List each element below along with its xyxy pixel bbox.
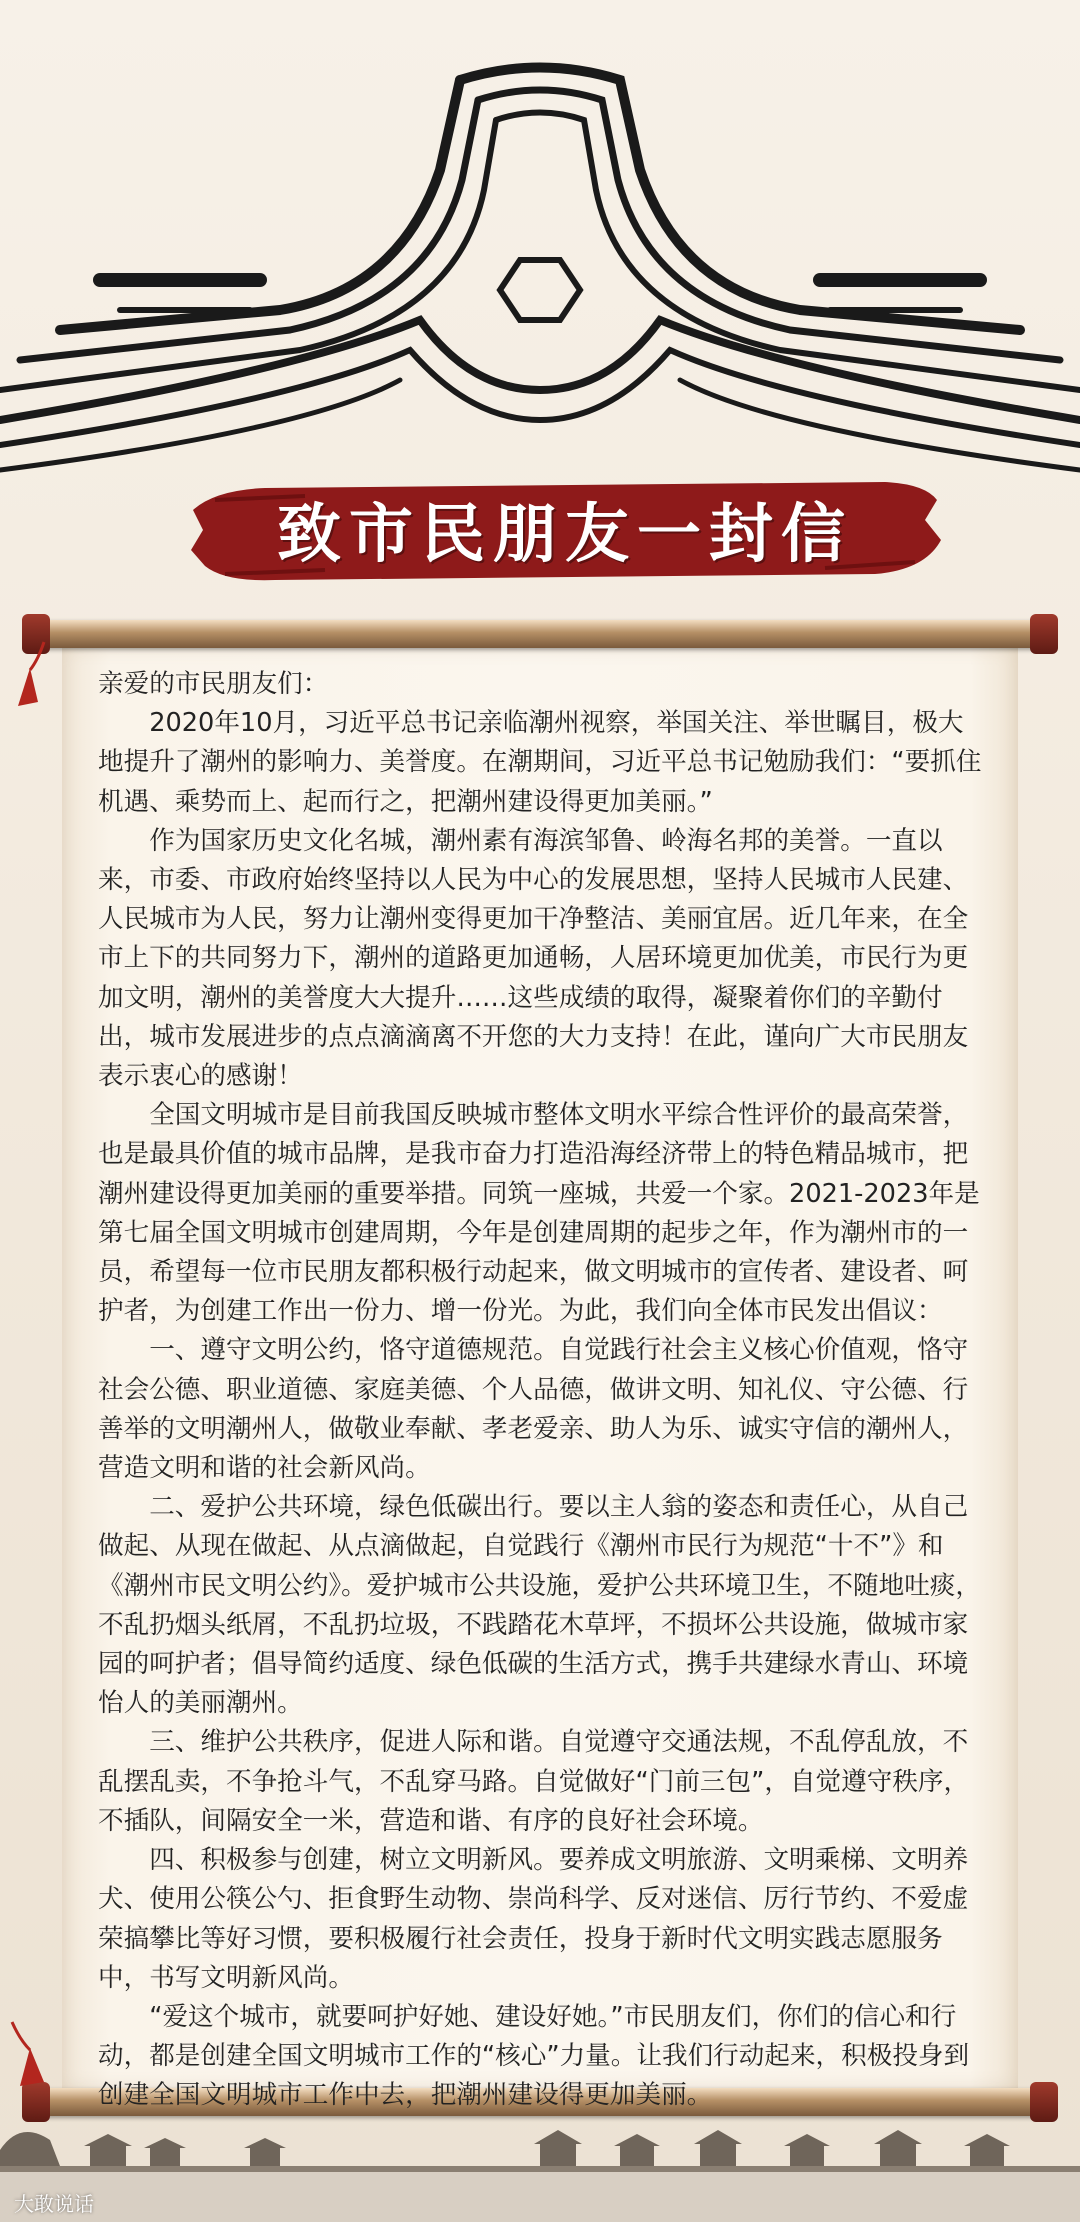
letter-paragraph: 四、积极参与创建，树立文明新风。要养成文明旅游、文明乘梯、文明养犬、使用公筷公勺、拒食野生动物、崇尚科学、反对迷信、厉行节约、不爱虚荣搞攀比等好习惯，要积极履行社会责任，投身于新时代文明实践志愿服务中，书写文明新风尚。	[98, 1845, 969, 1993]
title-banner	[185, 470, 945, 588]
letter-title: 致市民朋友一封信	[277, 497, 853, 572]
scroll-rod-top	[28, 620, 1052, 648]
letter-paragraph: 二、爱护公共环境，绿色低碳出行。要以主人翁的姿态和责任心，从自己做起、从现在做起、从点滴做起，自觉践行《潮州市民行为规范“十不”》和《潮州市民文明公约》。爱护城市公共设施，爱护公共环境卫生，不随地吐痰，不乱扔烟头纸屑，不乱扔垃圾，不践踏花木草坪，不损坏公共设施，做城市家园的呵护者；倡导简约适度、绿色低碳的生活方式，携手共建绿水青山、环境怡人的美丽潮州。	[98, 1492, 981, 1719]
letter-salutation: 亲爱的市民朋友们：	[98, 669, 329, 699]
letter-body	[98, 665, 988, 2116]
rod-cap-right	[1030, 614, 1058, 654]
letter-paragraph: 一、遵守文明公约，恪守道德规范。自觉践行社会主义核心价值观，恪守社会公德、职业道德、家庭美德、个人品德，做讲文明、知礼仪、守公德、行善举的文明潮州人，做敬业奉献、孝老爱亲、助人为乐、诚实守信的潮州人，营造文明和谐的社会新风尚。	[98, 1335, 969, 1484]
bridge-scenery	[0, 2110, 1080, 2222]
letter-paragraph: 2020年10月，习近平总书记亲临潮州视察，举国关注、举世瞩目，极大地提升了潮州的影响力、美誉度。在潮期间，习近平总书记勉励我们：“要抓住机遇、乘势而上、起而行之，把潮州建设得更加美丽。”	[98, 708, 982, 817]
tassel-icon	[10, 2020, 50, 2090]
roof-illustration	[0, 60, 1080, 520]
letter-paragraph: 作为国家历史文化名城，潮州素有海滨邹鲁、岭海名邦的美誉。一直以来，市委、市政府始终坚持以人民为中心的发展思想，坚持人民城市人民建、人民城市为人民，努力让潮州变得更加干净整洁、美丽宜居。近几年来，在全市上下的共同努力下，潮州的道路更加通畅，人居环境更加优美，市民行为更加文明，潮州的美誉度大大提升……这些成绩的取得，凝聚着你们的辛勤付出，城市发展进步的点点滴滴离不开您的大力支持！在此，谨向广大市民朋友表示衷心的感谢！	[98, 825, 969, 1092]
letter-paragraph: 全国文明城市是目前我国反映城市整体文明水平综合性评价的最高荣誉，也是最具价值的城市品牌，是我市奋力打造沿海经济带上的特色精品城市，把潮州建设得更加美丽的重要举措。同筑一座城，共爱一个家。2021-2023年是第七届全国文明城市创建周期，今年是创建周期的起步之年，作为潮州市的一员，希望每一位市民朋友都积极行动起来，做文明城市的宣传者、建设者、呵护者，为创建工作出一份力、增一份光。为此，我们向全体市民发出倡议：	[98, 1100, 980, 1327]
watermark: 大敢说话	[14, 2192, 94, 2216]
letter-paragraph: 三、维护公共秩序，促进人际和谐。自觉遵守交通法规，不乱停乱放，不乱摆乱卖，不争抢斗气，不乱穿马路。自觉做好“门前三包”，自觉遵守秩序，不插队，间隔安全一米，营造和谐、有序的良好社会环境。	[98, 1727, 970, 1836]
tassel-icon	[10, 640, 50, 710]
letter-paragraph: “爱这个城市，就要呵护好她、建设好她。”市民朋友们，你们的信心和行动，都是创建全国文明城市工作的“核心”力量。让我们行动起来，积极投身到创建全国文明城市工作中去，把潮州建设得更加美丽。	[98, 2001, 970, 2111]
